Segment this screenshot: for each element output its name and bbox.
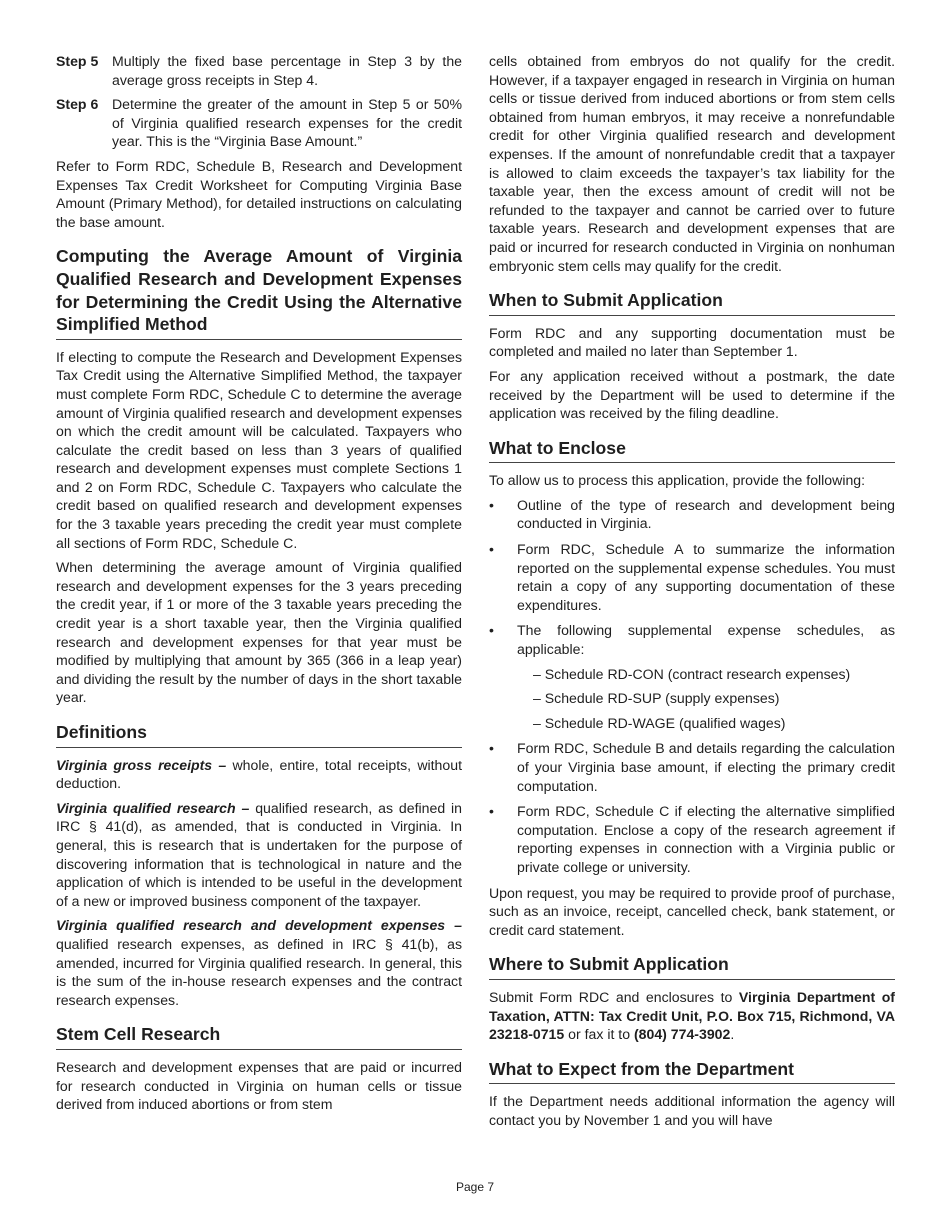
step-label: Step 6 bbox=[56, 96, 99, 113]
when-paragraph-1: Form RDC and any supporting documentation must be completed and mailed no later than September 1. bbox=[489, 324, 895, 360]
where-text: Submit Form RDC and enclosures to bbox=[489, 988, 739, 1005]
stem-cell-heading: Stem Cell Research bbox=[56, 1023, 462, 1050]
definition-term: Virginia gross receipts – bbox=[56, 756, 227, 773]
right-column bbox=[489, 52, 895, 1136]
step-text: Multiply the fixed base percentage in Step 3 by the average gross receipts in Step 4. bbox=[112, 53, 462, 88]
definition-text: qualified research, as defined in IRC § 41(d), as amended, that is conducted in Virginia. In general, this is research that is undertaken for the purpose of discovering information that is technological in nature and the application of which is intended to be useful in the development of a new or improved business component of the taxpayer. bbox=[56, 799, 463, 909]
definition-term: Virginia qualified research and development expenses – bbox=[56, 917, 462, 934]
definition-text: qualified research expenses, as defined in IRC § 41(b), as amended, incurred for Virginia qualified research. In general, this is the sum of the in-house research expenses and the contract research expenses. bbox=[56, 935, 462, 1008]
definitions-heading: Definitions bbox=[56, 721, 462, 748]
sub-item-rd-wage: – Schedule RD-WAGE (qualified wages) bbox=[533, 714, 786, 731]
list-item-text: Outline of the type of research and development being conducted in Virginia. bbox=[517, 496, 895, 532]
where-text: or fax it to bbox=[564, 1026, 634, 1043]
sub-item-rd-con: – Schedule RD-CON (contract research expenses) bbox=[533, 665, 851, 682]
list-item bbox=[489, 496, 895, 533]
where-heading: Where to Submit Application bbox=[489, 953, 895, 980]
sub-item-rd-sup: – Schedule RD-SUP (supply expenses) bbox=[533, 690, 780, 707]
enclose-list bbox=[489, 496, 895, 659]
list-item bbox=[489, 802, 895, 876]
where-text: . bbox=[730, 1026, 735, 1043]
stem-cell-paragraph: Research and development expenses that are paid or incurred for research conducted in Virginia on human cells or tissue derived from induced abortions or from stem bbox=[56, 1058, 462, 1113]
expect-paragraph: If the Department needs additional information the agency will contact you by November 1 and you will have bbox=[489, 1093, 895, 1128]
step-text: Determine the greater of the amount in Step 5 or 50% of Virginia qualified research expenses for the credit year. This is the “Virginia Base Amount.” bbox=[112, 96, 462, 150]
step-label: Step 5 bbox=[56, 53, 99, 69]
where-paragraph bbox=[489, 988, 895, 1044]
where-address: Virginia Department of Taxation, ATTN: Tax Credit Unit, P.O. Box 715, Richmond, VA 23218-0715 bbox=[489, 988, 895, 1043]
enclose-intro: To allow us to process this application, provide the following: bbox=[489, 472, 866, 489]
list-item-text: Form RDC, Schedule B and details regarding the calculation of your Virginia base amount, if electing the primary credit computation. bbox=[517, 740, 895, 794]
refer-paragraph: Refer to Form RDC, Schedule B, Research and Development Expenses Tax Credit Worksheet for Computing Virginia Base Amount (Primary Method), for detailed instructions on calculating the base amount. bbox=[56, 157, 462, 230]
asm-heading: Computing the Average Amount of Virginia Qualified Research and Development Expenses for Determining the Credit Using the Alternative Simplified Method bbox=[56, 245, 462, 339]
when-heading: When to Submit Application bbox=[489, 289, 895, 316]
where-fax: (804) 774-3902 bbox=[633, 1026, 731, 1043]
page-number: Page 7 bbox=[455, 1180, 495, 1194]
list-item bbox=[489, 621, 895, 658]
definition-qualified-research bbox=[56, 799, 462, 911]
expect-heading: What to Expect from the Department bbox=[489, 1058, 895, 1085]
proof-paragraph: Upon request, you may be required to provide proof of purchase, such as an invoice, receipt, cancelled check, bank statement, or credit card statement. bbox=[489, 884, 895, 938]
when-paragraph-2: For any application received without a postmark, the date received by the Department will be used to determine if the application was received by the filing deadline. bbox=[489, 367, 895, 422]
asm-paragraph-2: When determining the average amount of Virginia qualified research and development expenses for the 3 years preceding the credit year, if 1 or more of the 3 taxable years preceding the credit year is a short taxable year, then the Virginia qualified research and development expenses for that year must be modified by multiplying that amount by 365 (366 in a leap year) and dividing the result by the number of days in the short taxable year. bbox=[56, 559, 462, 706]
list-item-text: Form RDC, Schedule A to summarize the information reported on the supplemental expense schedules. You must retain a copy of any supporting documentation of these expenditures. bbox=[517, 541, 895, 613]
bullet-icon: • bbox=[489, 740, 494, 757]
definition-term: Virginia qualified research – bbox=[56, 799, 250, 816]
enclose-heading: What to Enclose bbox=[489, 437, 895, 464]
definition-text: whole, entire, total receipts, without deduction. bbox=[56, 756, 462, 792]
asm-paragraph-1: If electing to compute the Research and Development Expenses Tax Credit using the Alternative Simplified Method, the taxpayer must complete Form RDC, Schedule C to determine the average amount of Virginia qualified research and development expenses on which the credit amount will be calculated. Taxpayers who calculate the credit based on less than 3 years of qualified research and development expenses must complete Sections 1 and 2 on Form RDC, Schedule C. Taxpayers who calculate the credit based on qualified research and development expenses for the 3 taxable years preceding the credit year must complete all sections of Form RDC, Schedule C. bbox=[56, 348, 462, 551]
step-6 bbox=[56, 95, 462, 151]
bullet-icon: • bbox=[489, 496, 494, 513]
list-item bbox=[489, 540, 895, 614]
list-item-text: Form RDC, Schedule C if electing the alternative simplified computation. Enclose a copy of the research agreement if reporting expenses in connection with a Virginia public or private college or university. bbox=[517, 803, 895, 875]
list-item bbox=[489, 739, 895, 795]
bullet-icon: • bbox=[489, 622, 494, 639]
bullet-icon: • bbox=[489, 803, 494, 820]
stem-cell-continued: cells obtained from embryos do not qualify for the credit. However, if a taxpayer engaged in research in Virginia on human cells or tissue derived from induced abortions or from stem cells obtained from human embryos, it may receive a nonrefundable credit for other Virginia qualified research and development expenses. If the amount of nonrefundable credit that a taxpayer is allowed to claim exceeds the taxpayer’s tax liability for the taxable year, then the excess amount of credit will not be refunded to the taxpayer and cannot be carried over to future taxable years. Research and development expenses that are paid or incurred for research conducted in Virginia on nonhuman embryonic stem cells may qualify for the credit. bbox=[489, 53, 895, 274]
definition-gross-receipts bbox=[56, 756, 462, 793]
left-column bbox=[56, 52, 462, 1120]
list-item-text: The following supplemental expense schedules, as applicable: bbox=[517, 622, 895, 658]
step-5 bbox=[56, 52, 462, 89]
enclose-list-continued bbox=[489, 739, 895, 876]
definition-qualified-expenses bbox=[56, 916, 462, 1009]
bullet-icon: • bbox=[489, 541, 494, 558]
